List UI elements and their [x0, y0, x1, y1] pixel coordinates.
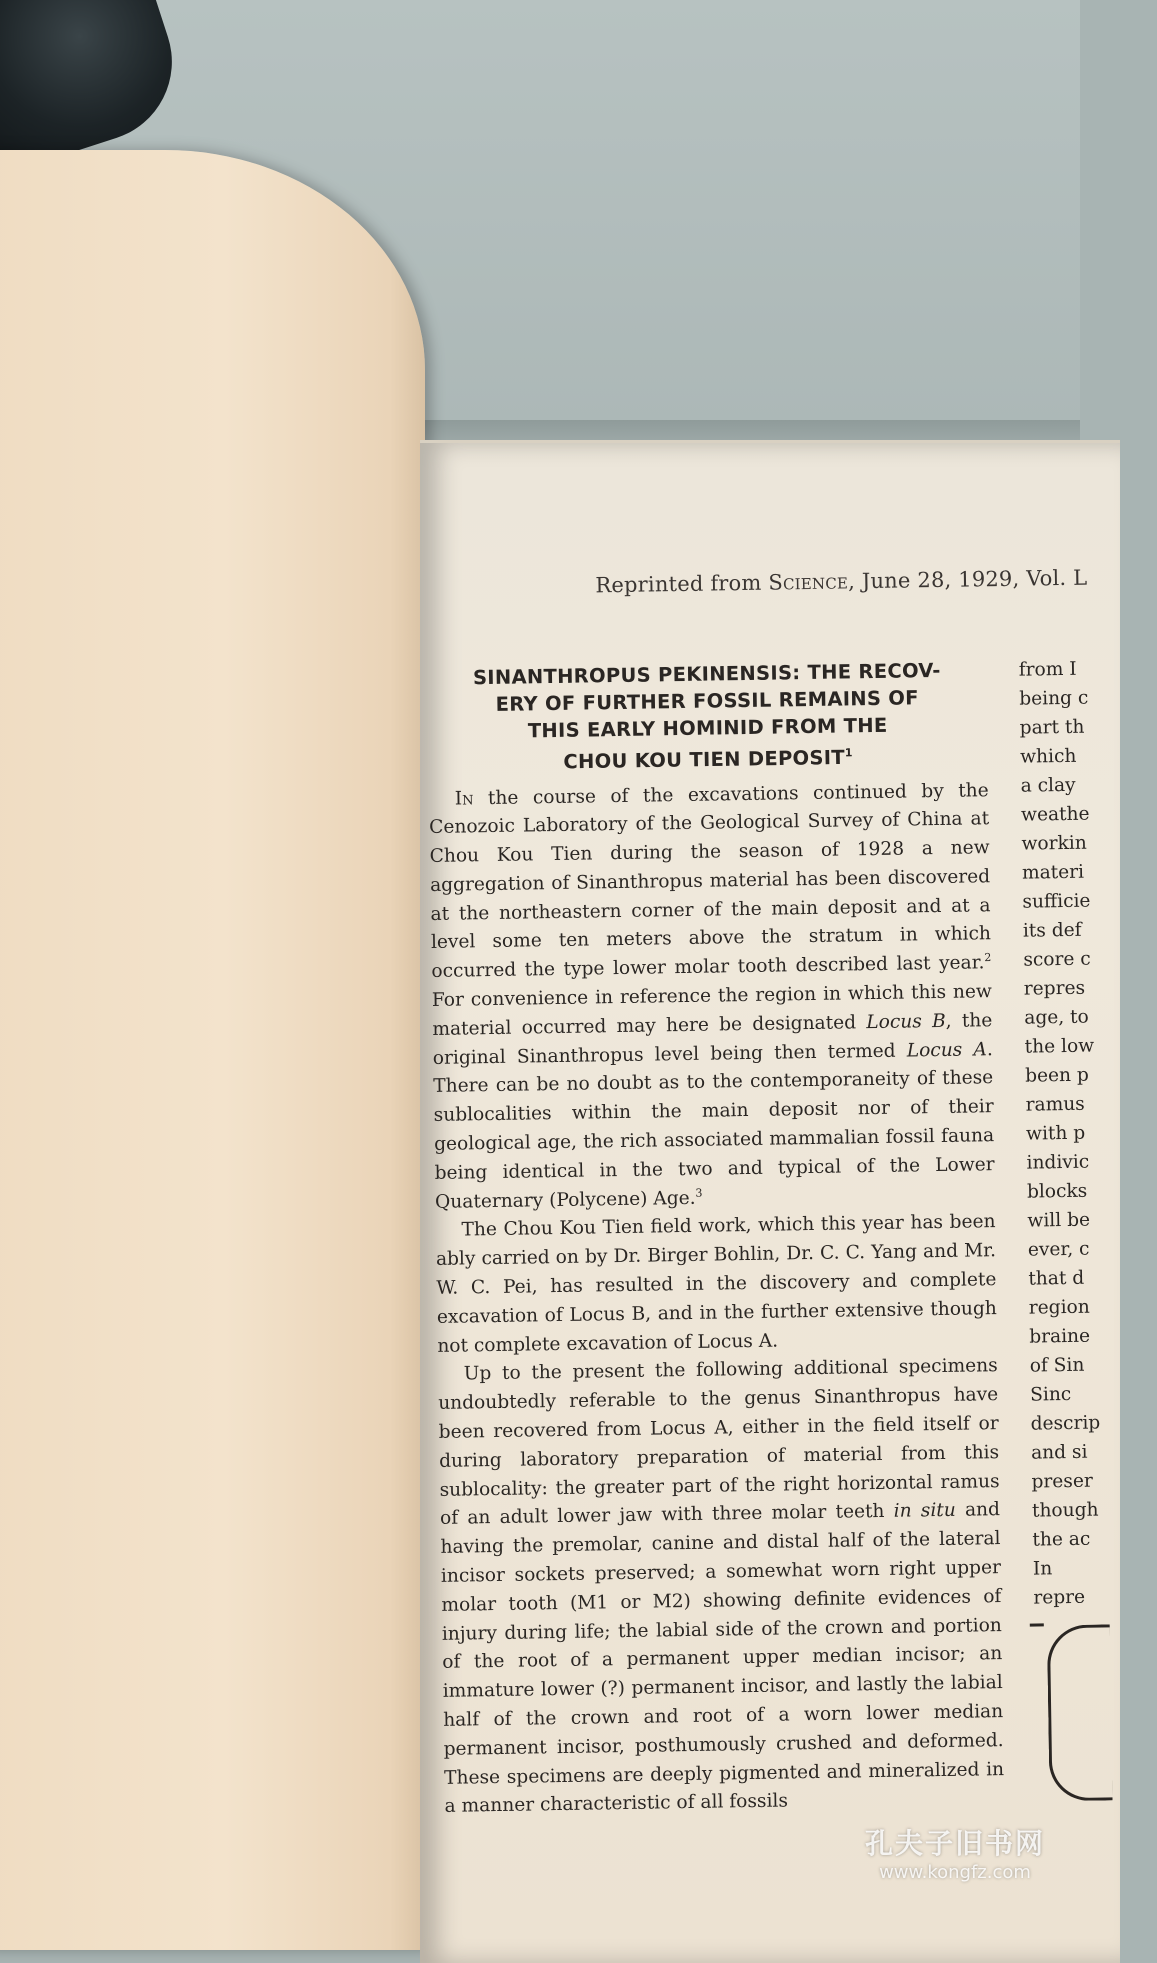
right-column-line: repres: [1023, 977, 1086, 1000]
right-column-line: the low: [1024, 1035, 1095, 1058]
right-column-line: will be: [1027, 1209, 1091, 1232]
watermark-url: www.kongfz.com: [879, 1862, 1031, 1883]
running-head-suffix: , June 28, 1929, Vol. L: [847, 565, 1088, 594]
p1-text-4: . There can be no doubt as to the contemporaneity of these sublocalities within the main deposit nor of their geological age, the rich associated mammalian fossil fauna being identical in the two and typical of the Lower Quaternary (Polycene) Age.: [433, 1038, 995, 1213]
right-column-line: Sinc: [1030, 1383, 1072, 1406]
right-column-line: that d: [1028, 1267, 1085, 1290]
p1-locus-a: Locus A: [906, 1038, 988, 1062]
p1-text-3: , the original Sinanthropus level being then termed: [432, 1010, 993, 1069]
left-blank-page: [0, 150, 425, 1950]
right-column-line: and si: [1030, 1441, 1088, 1464]
diagram-dash: [1030, 1623, 1044, 1626]
title-line-4-text: CHOU KOU TIEN DEPOSIT: [563, 745, 846, 774]
right-column-line: repre: [1033, 1586, 1086, 1609]
title-footnote-mark: 1: [844, 746, 853, 760]
right-column-line: braine: [1029, 1325, 1091, 1348]
left-column: [427, 656, 1005, 1822]
right-column-cut-off: [1019, 654, 1154, 1613]
watermark: [830, 1822, 1080, 1883]
paragraph-3: [438, 1353, 1005, 1822]
p1-footnote-2: 2: [984, 951, 992, 965]
right-column-line: preser: [1031, 1470, 1093, 1493]
right-column-line: its def: [1022, 919, 1082, 942]
p1-text-2: For convenience in reference the region in which this new material occurred may here be designated: [431, 981, 993, 1040]
right-column-line: which: [1020, 745, 1077, 768]
right-column-line: ramus: [1025, 1093, 1085, 1116]
running-head-prefix: Reprinted from: [595, 570, 769, 598]
right-column-line: being c: [1019, 687, 1089, 710]
right-column-line: though: [1031, 1499, 1099, 1522]
right-column-line: In: [1032, 1558, 1053, 1580]
article-title: [427, 656, 989, 777]
p3-in-situ: in situ: [893, 1500, 956, 1523]
right-column-line: a clay: [1020, 774, 1076, 797]
right-column-line: the ac: [1032, 1528, 1091, 1551]
title-line-2: ERY OF FURTHER FOSSIL REMAINS OF: [495, 686, 920, 716]
p3-text-1: Up to the present the following additional specimens undoubtedly referable to the genus Sinanthropus have been recovered from Locus A, either in the field itself or during laboratory preparation of material from this sublocality: the greater part of the right horizontal ramus of an adult lower jaw with three molar teeth: [438, 1355, 1000, 1530]
right-column-line: age, to: [1024, 1006, 1089, 1029]
right-column-line: materi: [1021, 861, 1085, 884]
title-line-3: THIS EARLY HOMINID FROM THE: [527, 713, 888, 743]
running-head-journal: Science: [768, 569, 849, 595]
title-line-1: SINANTHROPUS PEKINENSIS: THE RECOV-: [472, 658, 941, 690]
right-column-line: region: [1028, 1296, 1090, 1319]
p1-lead: In: [454, 787, 474, 810]
right-column-line: blocks: [1026, 1180, 1088, 1203]
right-column-line: score c: [1023, 948, 1091, 971]
right-column-line: weathe: [1020, 803, 1090, 826]
right-column-line: ever, c: [1027, 1238, 1090, 1261]
paragraph-2: The Chou Kou Tien field work, which this year has been ably carried on by Dr. Birger Bohlin, Dr. C. C. Yang and Mr. W. C. Pei, has resulted in the discovery and complete excavation of Locus B, and in the further extensive though not complete excavation of Locus A.: [435, 1211, 997, 1357]
right-column-line: of Sin: [1029, 1354, 1085, 1377]
right-column-line: been p: [1025, 1064, 1090, 1087]
paragraph-1: [429, 777, 996, 1218]
p1-text-1: the course of the excavations continued by the Cenozoic Laboratory of the Geological Survey of China at Chou Kou Tien during the season of 1928 a new aggregation of Sinanthropus material has been discovered at the northeastern corner of the main deposit and at a level some ten meters above the stratum in which occurred the type lower molar tooth described last year.: [429, 779, 992, 983]
p1-locus-b: Locus B: [866, 1010, 946, 1033]
right-column-line: sufficie: [1022, 890, 1091, 913]
diagram-bracket: [1047, 1624, 1113, 1801]
right-column-line: from I: [1018, 658, 1077, 681]
right-column-line: descrip: [1030, 1412, 1101, 1435]
p3-text-2: and having the premolar, canine and distal half of the lateral incisor sockets preserved; a somewhat worn right upper molar tooth (M1 or M2) showing definite evidences of injury during life; the labial side of the crown and portion of the root of a permanent upper median incisor; an immature lower (?) permanent incisor, and lastly the labial half of the crown and root of a worn lower median permanent incisor, posthumously crushed and deformed. These specimens are deeply pigmented and mineralized in a manner characteristic of all fossils: [440, 1499, 1005, 1818]
watermark-title: 孔夫子旧书网: [864, 1827, 1045, 1860]
right-column-line: indivic: [1026, 1151, 1090, 1174]
p1-footnote-3: 3: [695, 1186, 703, 1200]
right-column-line: with p: [1025, 1122, 1086, 1145]
right-column-line: workin: [1021, 832, 1087, 855]
right-column-line: part th: [1019, 716, 1085, 739]
